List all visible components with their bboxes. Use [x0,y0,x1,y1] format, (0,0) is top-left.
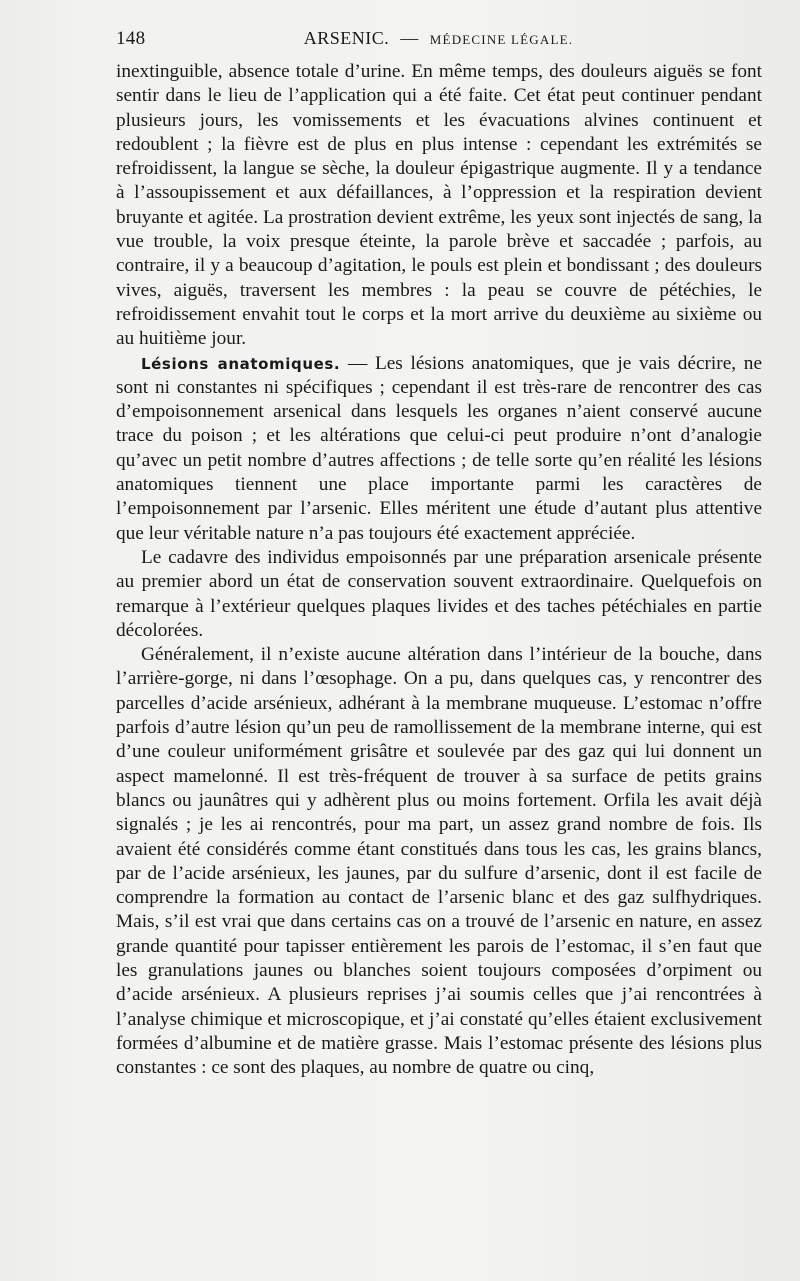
running-header [116,28,761,58]
running-title-section: MÉDECINE LÉGALE. [429,32,574,47]
page-number: 148 [116,28,146,49]
paragraph-lesions-intro [116,352,762,546]
paragraph-lesions-text: — Les lésions anatomiques, que je vais décrire, ne sont ni constantes ni spécifiques ; cependant il est très-rare de rencontrer des cas d’empoisonnement arsenical dans lesquels les organes n’aient conservé aucune trace du poison ; et les altérations que celui-ci peut produire n’ont d’analogie qu’avec un petit nombre d’autres affections ; de telle sorte qu’en réalité les lésions anatomiques tiennent une place importante parmi les caractères de l’empoisonnement par l’arsenic. Elles méritent une étude d’autant plus attentive que leur véritable nature n’a pas toujours été exactement appréciée. [116,352,763,544]
paragraph-stomach: Généralement, il n’existe aucune altération dans l’intérieur de la bouche, dans l’arrière-gorge, ni dans l’œsophage. On a pu, dans quelques cas, y rencontrer des parcelles d’acide arsénieux, adhérant à la membrane muqueuse. L’estomac n’offre parfois d’autre lésion qu’un peu de ramollissement de la membrane interne, qui est d’une couleur uniformément grisâtre et soulevée par des gaz qui lui donnent un aspect mamelonné. Il est très-fréquent de trouver à sa surface de petits grains blancs ou jaunâtres qui y adhèrent plus ou moins fortement. Orfila les avait déjà signalés ; je les ai rencontrés, pour ma part, un assez grand nombre de fois. Ils avaient été considérés comme étant constitués dans tous les cas, les grains blancs, par de l’acide arsénieux, les jaunes, par du sulfure d’arsenic, dont il est facile de comprendre la formation au contact de l’arsenic blanc et des gaz sulfhydriques. Mais, s’il est vrai que dans certains cas on a trouvé de l’arsenic en nature, en assez grande quantité pour tapisser entièrement les parois de l’estomac, il s’en faut que les granulations jaunes ou blanches soient toujours composées d’orpiment ou d’acide arsénieux. A plusieurs reprises j’ai soumis celles que j’ai rencontrées à l’analyse chimique et microscopique, et j’ai constaté qu’elles étaient exclusivement formées d’albumine et de matière grasse. Mais l’estomac présente des lésions plus constantes : ce sont des plaques, au nombre de quatre ou cinq, [116,644,762,1079]
section-heading-lesions: Lésions anatomiques. [141,354,341,373]
running-title [116,28,761,49]
running-title-main: ARSENIC. [303,28,390,48]
running-title-separator: — [400,28,419,48]
paragraph-cadaver: Le cadavre des individus empoisonnés par une préparation arsenicale présente au premier abord un état de conservation souvent extraordinaire. Quelquefois on remarque à l’extérieur quelques plaques livides et des taches pétéchiales en partie décolorées. [116,546,762,641]
paragraph-symptoms: inextinguible, absence totale d’urine. En même temps, des douleurs aiguës se font sentir dans le lieu de l’application qui a été faite. Cet état peut continuer pendant plusieurs jours, les vomissements et les évacuations alvines continuent et redoublent ; la fièvre est de plus en plus intense : cependant les extrémités se refroidissent, la langue se sèche, la douleur épigastrique augmente. Il y a tendance à l’assoupissement et aux défaillances, à l’oppression et la respiration devient bruyante et agitée. La prostration devient extrême, les yeux sont injectés de sang, la vue trouble, la voix presque éteinte, la parole brève et saccadée ; parfois, au contraire, il y a beaucoup d’agitation, le pouls est plein et bondissant ; des douleurs vives, aiguës, traversent les membres : la peau se couvre de pétéchies, le refroidissement envahit tout le corps et la mort arrive du deuxième au sixième ou au huitième jour. [116,61,762,350]
body-text [116,60,762,1080]
